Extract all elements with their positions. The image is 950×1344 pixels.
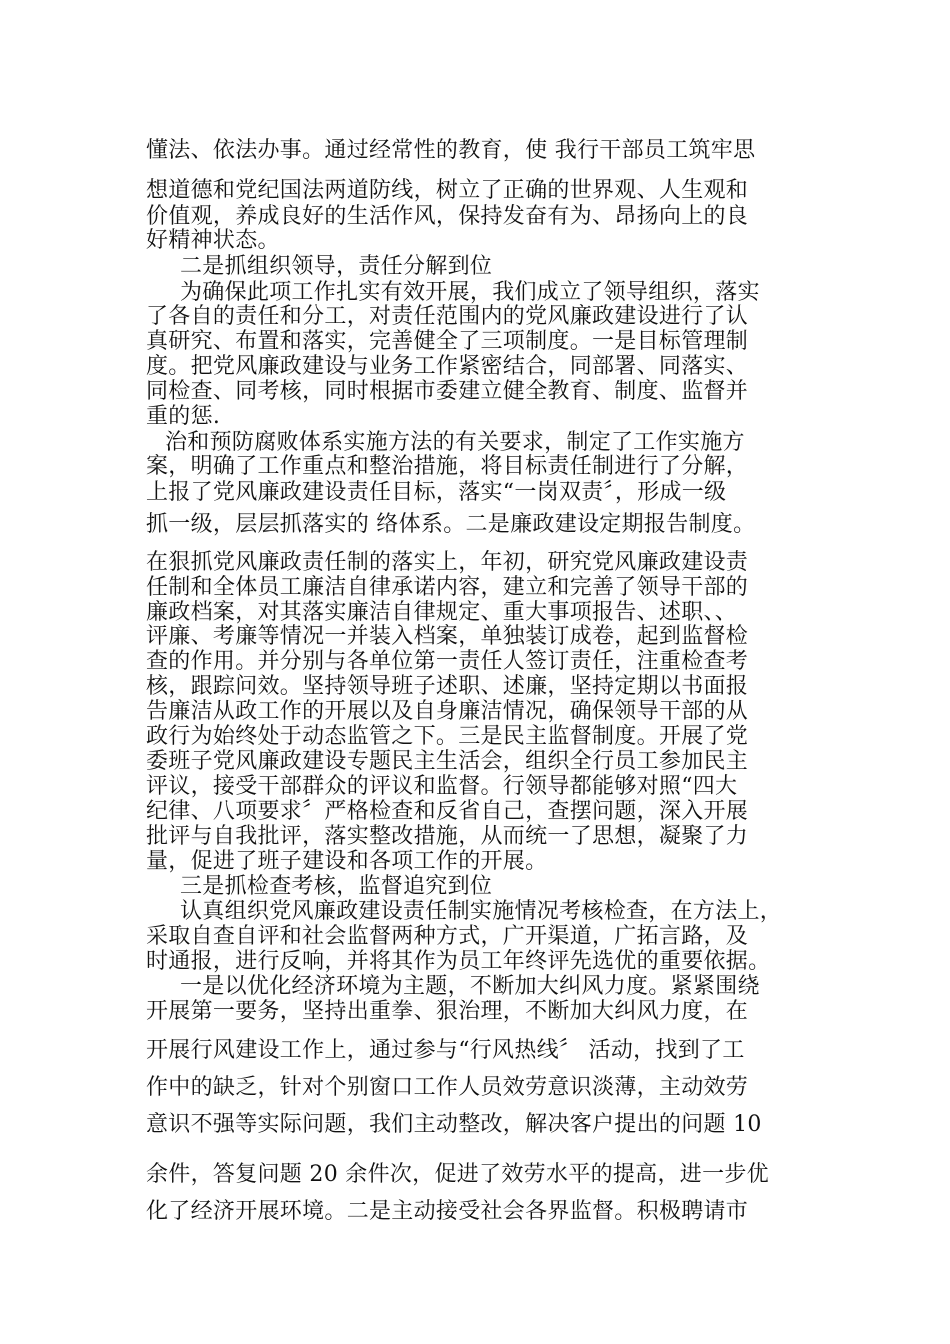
- text-line-10: 同检查、同考核，同时根据市委建立健全教育、制度、监督并: [146, 379, 749, 404]
- text-line-21: 核，跟踪问效。坚持领导班子述职、述廉，坚持定期以书面报: [146, 674, 749, 699]
- text-line-38: 余件，答复问题 20 余件次，促进了效劳水平的提高，进一步优: [146, 1162, 769, 1187]
- text-line-23: 政行为始终处于动态监管之下。三是民主监督制度。开展了党: [146, 724, 749, 749]
- text-line-36: 作中的缺乏，针对个别窗口工作人员效劳意识淡薄，主动效劳: [146, 1075, 749, 1100]
- text-line-13: 案，明确了工作重点和整治措施，将目标责任制进行了分解，: [146, 454, 749, 479]
- text-line-24: 委班子党风廉政建设专题民主生活会，组织全行员工参加民主: [146, 749, 749, 774]
- text-line-20: 查的作用。并分别与各单位第一责任人签订责任，注重检查考: [146, 649, 749, 674]
- text-line-2: 想道德和党纪国法两道防线，树立了正确的世界观、人生观和: [146, 178, 749, 203]
- text-line-18: 廉政档案，对其落实廉洁自律规定、重大事项报告、述职、、: [146, 600, 738, 625]
- text-line-6: 为确保此项工作扎实有效开展，我们成立了领导组织，落实: [180, 280, 760, 305]
- text-line-9: 度。把党风廉政建设与业务工作紧密结合，同部署、同落实、: [146, 354, 749, 379]
- text-line-26: 纪律、八项要求〞严格检查和反省自己，查摆问题，深入开展: [146, 799, 749, 824]
- text-line-16: 在狠抓党风廉政责任制的落实上，年初，研究党风廉政建设责: [146, 550, 749, 575]
- text-line-17: 任制和全体员工廉洁自律承诺内容，建立和完善了领导干部的: [146, 575, 749, 600]
- text-line-19: 评廉、考廉等情况一并装入档案，单独装订成卷，起到监督检: [146, 624, 749, 649]
- text-line-33: 一是以优化经济环境为主题，不断加大纠风力度。紧紧围绕: [180, 974, 760, 999]
- text-line-31: 采取自查自评和社会监督两种方式，广开渠道，广拓言路，及: [146, 924, 749, 949]
- text-line-12: 治和预防腐败体系实施方法的有关要求，制定了工作实施方: [165, 430, 745, 455]
- section-heading-3: 三是抓检查考核，监督追究到位: [180, 874, 493, 899]
- text-line-30: 认真组织党风廉政建设责任制实施情况考核检查，在方法上，: [180, 899, 783, 924]
- section-heading-2: 二是抓组织领导，责任分解到位: [180, 254, 493, 279]
- text-line-22: 告廉洁从政工作的开展以及自身廉洁情况，确保领导干部的从: [146, 699, 749, 724]
- text-line-8: 真研究、布置和落实，完善健全了三项制度。一是目标管理制: [146, 329, 749, 354]
- text-line-7: 了各自的责任和分工，对责任范围内的党风廉政建设进行了认: [146, 304, 749, 329]
- text-line-32: 时通报，进行反响，并将其作为员工年终评先选优的重要依据。: [146, 949, 771, 974]
- text-line-11: 重的惩.: [146, 404, 221, 429]
- text-line-34: 开展第一要务，坚持出重拳、狠治理，不断加大纠风力度，在: [146, 999, 749, 1024]
- text-line-35: 开展行风建设工作上，通过参与“行风热线〞 活动，找到了工: [146, 1038, 745, 1063]
- text-line-4: 好精神状态。: [146, 228, 280, 253]
- text-line-27: 批评与自我批评，落实整改措施，从而统一了思想，凝聚了力: [146, 824, 749, 849]
- text-line-1: 懂法、依法办事。通过经常性的教育，使 我行干部员工筑牢思: [146, 138, 756, 163]
- text-line-39: 化了经济开展环境。二是主动接受社会各界监督。积极聘请市: [146, 1199, 749, 1224]
- text-line-28: 量，促进了班子建设和各项工作的开展。: [146, 849, 548, 874]
- text-line-25: 评议，接受干部群众的评议和监督。行领导都能够对照“四大: [146, 774, 738, 799]
- text-line-14: 上报了党风廉政建设责任目标，落实“一岗双责〞，形成一级: [146, 480, 727, 505]
- text-line-15: 抓一级，层层抓落实的 络体系。二是廉政建设定期报告制度。: [146, 512, 756, 537]
- text-line-3: 价值观，养成良好的生活作风，保持发奋有为、昂扬向上的良: [146, 204, 749, 229]
- text-line-37: 意识不强等实际问题，我们主动整改，解决客户提出的问题 10: [146, 1112, 762, 1137]
